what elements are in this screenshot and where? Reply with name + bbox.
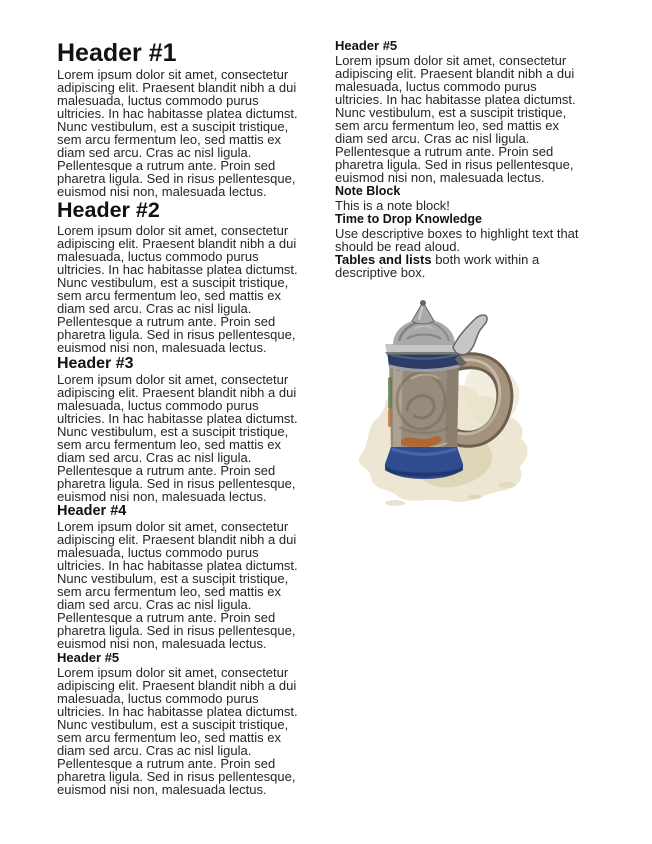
- header-1: Header #1: [57, 39, 177, 67]
- header-5-left: Header #5: [57, 650, 120, 666]
- right-column: [335, 38, 585, 796]
- paragraph-6: Lorem ipsum dolor sit amet, consectetur adipiscing elit. Praesent blandit nibh a dui malesuada, luctus commodo purus ultricies. In hac habitasse platea dictumst. Nunc vestibulum, est a suscipit tristique, sem arcu fermentum leo, sed mattis ex diam sed arcu. Cras ac nisl ligula. Pellentesque a rutrum ante. Proin sed pharetra ligula. Sed in risus pellentesque, euismod nisi non, malesuada lectus.: [335, 52, 576, 185]
- paragraph-4: Lorem ipsum dolor sit amet, consectetur adipiscing elit. Praesent blandit nibh a dui malesuada, luctus commodo purus ultricies. In hac habitasse platea dictumst. Nunc vestibulum, est a suscipit tristique, sem arcu fermentum leo, sed mattis ex diam sed arcu. Cras ac nisl ligula. Pellentesque a rutrum ante. Proin sed pharetra ligula. Sed in risus pellentesque, euismod nisi non, malesuada lectus.: [57, 519, 298, 652]
- header-3: Header #3: [57, 354, 134, 372]
- left-column: [57, 38, 307, 796]
- beer-stein-illustration: [355, 299, 531, 507]
- note-block-text: This is a note block!: [335, 197, 450, 213]
- tables-lists-rest: both work within a descriptive box.: [335, 251, 540, 280]
- paragraph-5: Lorem ipsum dolor sit amet, consectetur adipiscing elit. Praesent blandit nibh a dui malesuada, luctus commodo purus ultricies. In hac habitasse platea dictumst. Nunc vestibulum, est a suscipit tristique, sem arcu fermentum leo, sed mattis ex diam sed arcu. Cras ac nisl ligula. Pellentesque a rutrum ante. Proin sed pharetra ligula. Sed in risus pellentesque, euismod nisi non, malesuada lectus.: [57, 664, 298, 797]
- header-4: Header #4: [57, 502, 127, 519]
- paragraph-2: Lorem ipsum dolor sit amet, consectetur adipiscing elit. Praesent blandit nibh a dui malesuada, luctus commodo purus ultricies. In hac habitasse platea dictumst. Nunc vestibulum, est a suscipit tristique, sem arcu fermentum leo, sed mattis ex diam sed arcu. Cras ac nisl ligula. Pellentesque a rutrum ante. Proin sed pharetra ligula. Sed in risus pellentesque, euismod nisi non, malesuada lectus.: [57, 222, 298, 355]
- header-2: Header #2: [57, 198, 160, 222]
- knowledge-text: Use descriptive boxes to highlight text that should be read aloud.: [335, 225, 579, 254]
- knowledge-title: Time to Drop Knowledge: [335, 211, 482, 226]
- two-column-layout: [57, 38, 652, 796]
- header-5-right: Header #5: [335, 38, 398, 53]
- tables-lists-text: [335, 253, 585, 279]
- stein-base: [385, 447, 463, 479]
- tables-lists-bold: Tables and lists: [335, 251, 432, 267]
- paragraph-1: Lorem ipsum dolor sit amet, consectetur adipiscing elit. Praesent blandit nibh a dui malesuada, luctus commodo purus ultricies. In hac habitasse platea dictumst. Nunc vestibulum, est a suscipit tristique, sem arcu fermentum leo, sed mattis ex diam sed arcu. Cras ac nisl ligula. Pellentesque a rutrum ante. Proin sed pharetra ligula. Sed in risus pellentesque, euismod nisi non, malesuada lectus.: [57, 67, 298, 199]
- paragraph-3: Lorem ipsum dolor sit amet, consectetur adipiscing elit. Praesent blandit nibh a dui malesuada, luctus commodo purus ultricies. In hac habitasse platea dictumst. Nunc vestibulum, est a suscipit tristique, sem arcu fermentum leo, sed mattis ex diam sed arcu. Cras ac nisl ligula. Pellentesque a rutrum ante. Proin sed pharetra ligula. Sed in risus pellentesque, euismod nisi non, malesuada lectus.: [57, 371, 298, 504]
- lid-finial: [412, 300, 434, 324]
- note-block-title: Note Block: [335, 183, 401, 198]
